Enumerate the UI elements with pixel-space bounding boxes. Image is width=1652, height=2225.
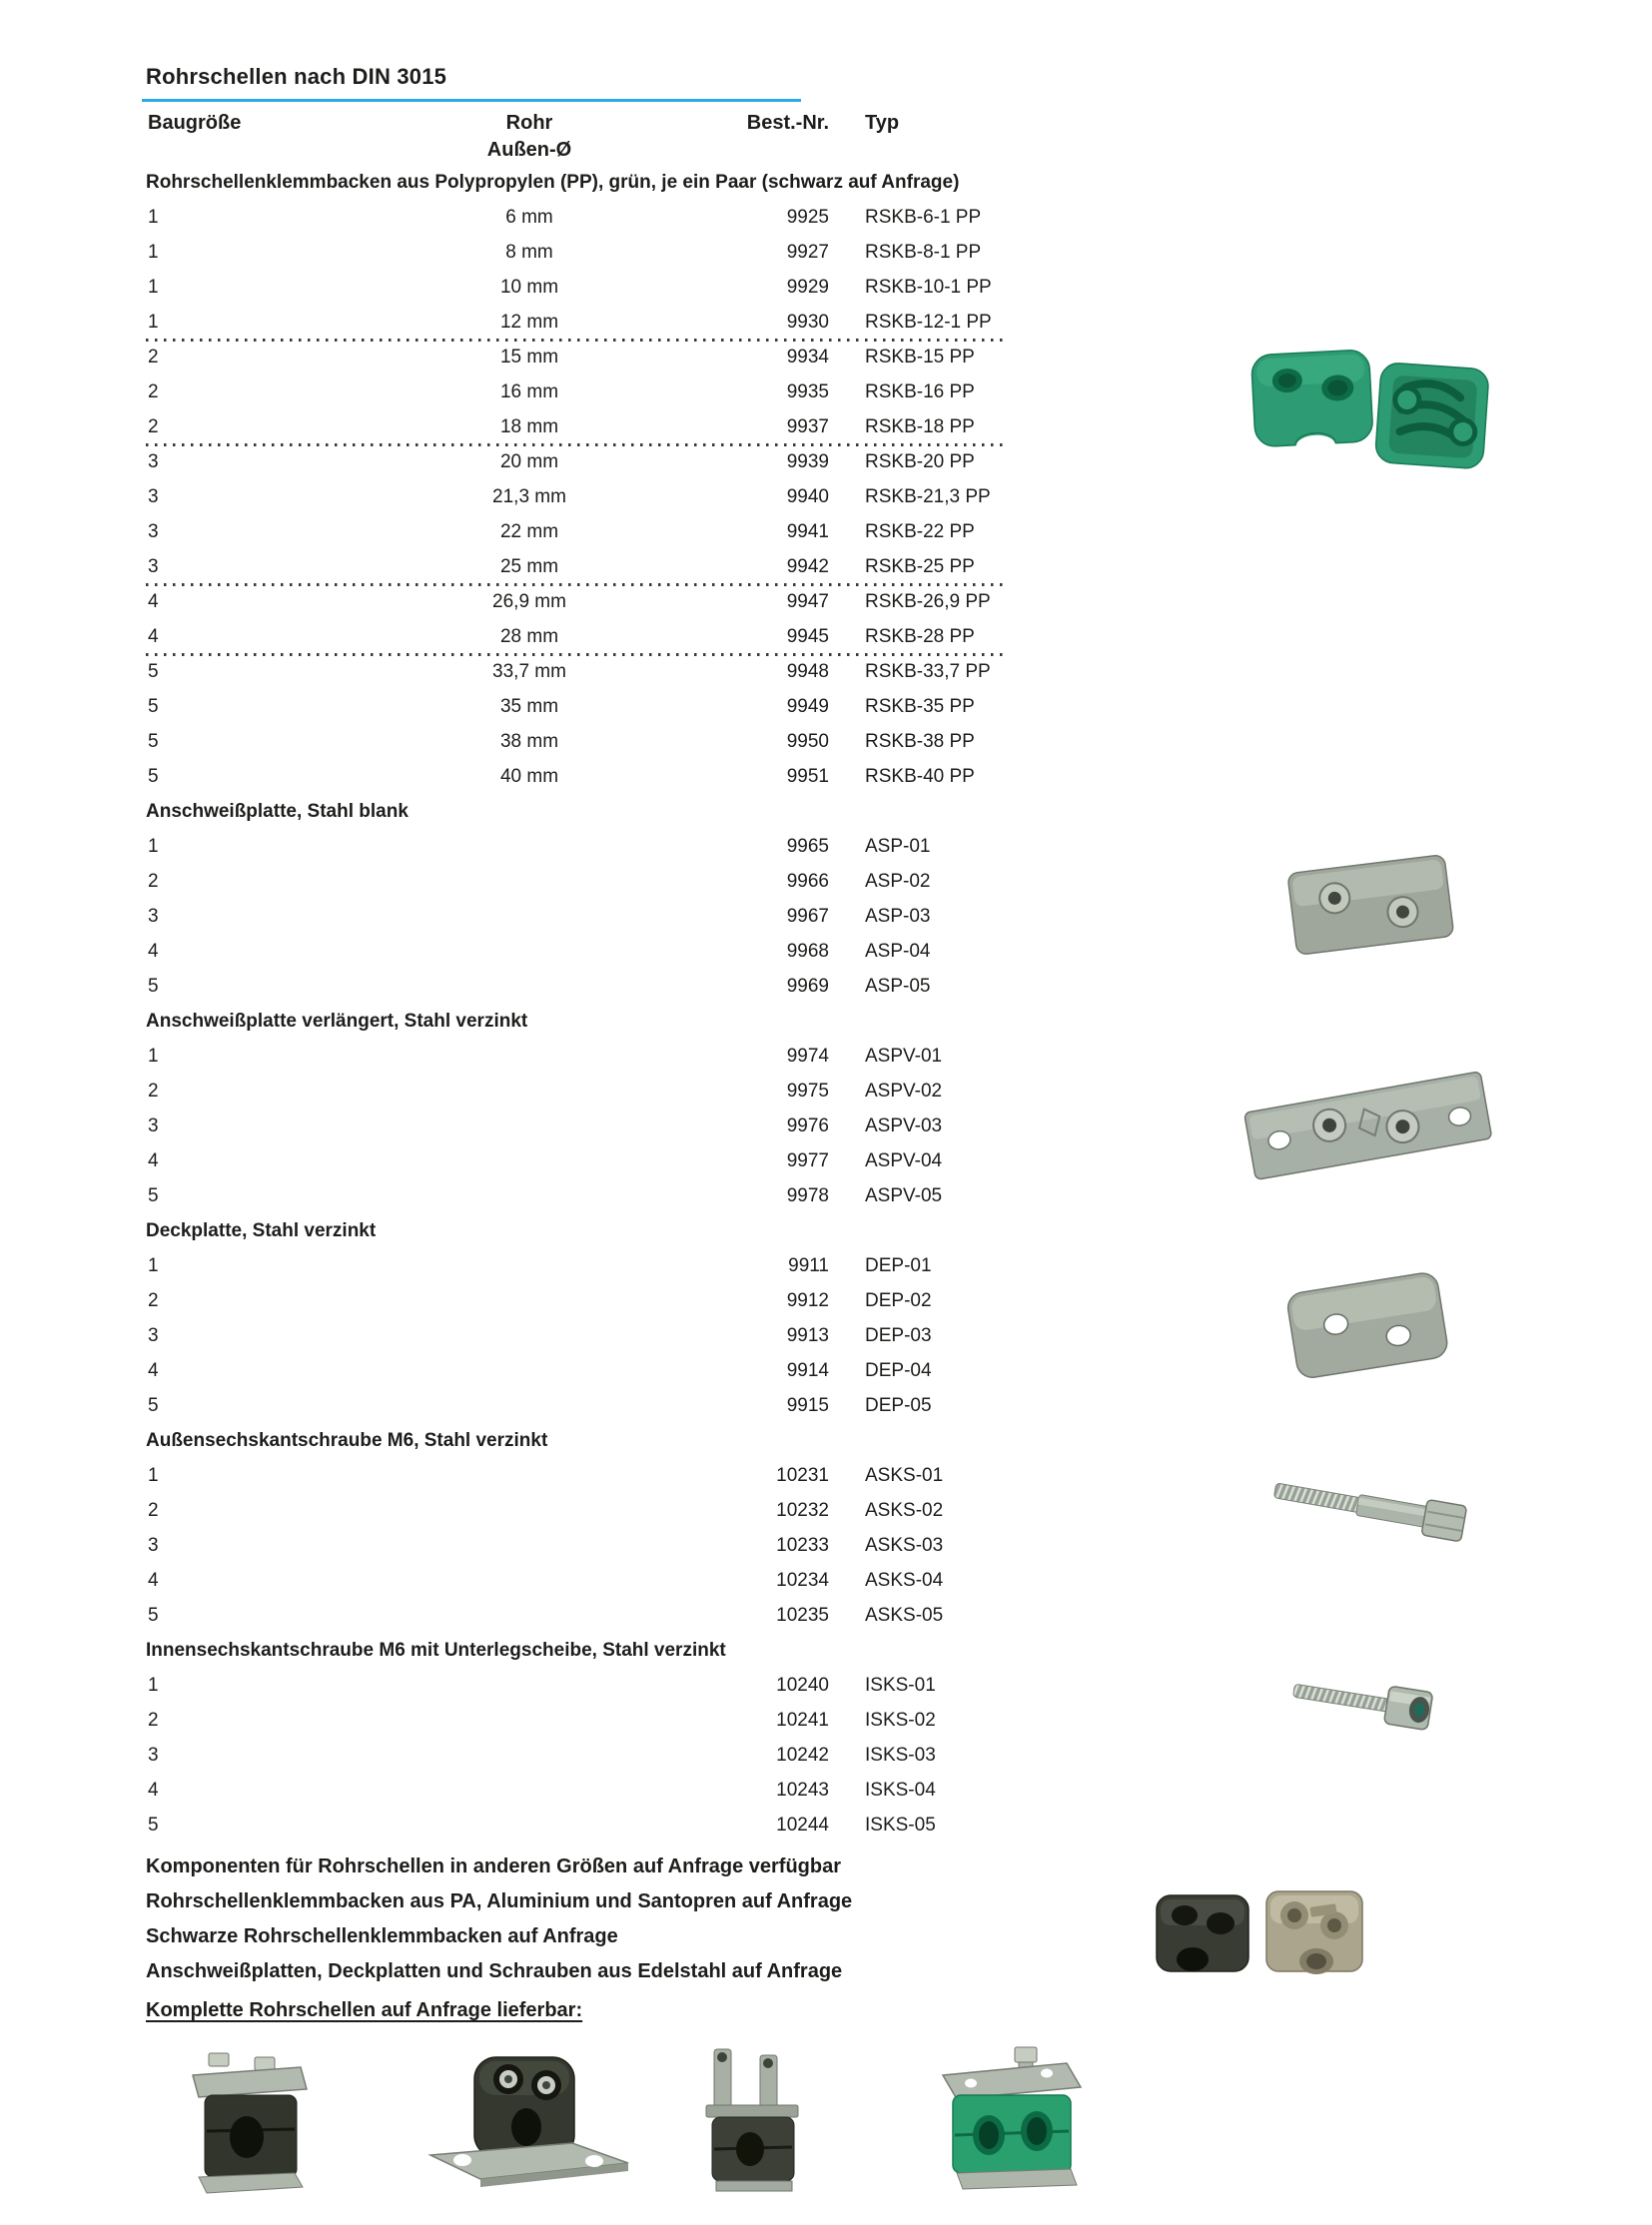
cell-typ: ASPV-04 bbox=[865, 1150, 943, 1171]
table-row bbox=[146, 1248, 1009, 1283]
cell-rohr-aussen-durchmesser: 8 mm bbox=[505, 242, 553, 263]
table-header-line2 bbox=[146, 137, 1009, 164]
image-aussensechskantschraube bbox=[1266, 1463, 1471, 1563]
title-rule bbox=[142, 99, 801, 102]
table-row bbox=[146, 1493, 1009, 1528]
cell-typ: RSKB-40 PP bbox=[865, 766, 975, 787]
table-row bbox=[146, 200, 1009, 235]
cell-typ: RSKB-33,7 PP bbox=[865, 661, 991, 682]
image-komplette-rohrschelle-1 bbox=[183, 2045, 318, 2195]
cell-best-nr: 9914 bbox=[786, 1360, 829, 1381]
table-row bbox=[146, 1458, 1009, 1493]
table-header-line1 bbox=[146, 110, 1009, 137]
table-row bbox=[146, 759, 1009, 794]
table-row bbox=[146, 864, 1009, 899]
cell-rohr-aussen-durchmesser: 25 mm bbox=[499, 556, 559, 577]
table-row bbox=[146, 724, 1009, 759]
cell-best-nr: 9937 bbox=[786, 416, 829, 437]
table-row bbox=[146, 654, 1009, 689]
cell-typ: ISKS-04 bbox=[865, 1780, 936, 1801]
cell-best-nr: 10233 bbox=[776, 1535, 829, 1556]
cell-best-nr: 9949 bbox=[786, 696, 829, 717]
cell-best-nr: 9974 bbox=[786, 1046, 829, 1067]
cell-best-nr: 9978 bbox=[786, 1185, 829, 1206]
cell-baugroesse: 4 bbox=[148, 941, 159, 962]
table-row bbox=[146, 1738, 1009, 1773]
cell-typ: RSKB-16 PP bbox=[865, 381, 975, 402]
image-komplette-rohrschelle-3 bbox=[692, 2045, 817, 2195]
cell-baugroesse: 3 bbox=[148, 486, 159, 507]
cell-best-nr: 9929 bbox=[786, 277, 829, 298]
cell-baugroesse: 1 bbox=[148, 277, 159, 298]
cell-baugroesse: 5 bbox=[148, 1815, 159, 1836]
col-header-aussen-durchmesser: Außen-Ø bbox=[486, 139, 572, 161]
cell-typ: DEP-04 bbox=[865, 1360, 932, 1381]
cell-baugroesse: 1 bbox=[148, 836, 159, 857]
cell-baugroesse: 1 bbox=[148, 1465, 159, 1486]
table-row bbox=[146, 1283, 1009, 1318]
cell-rohr-aussen-durchmesser: 40 mm bbox=[499, 766, 559, 787]
cell-best-nr: 9945 bbox=[786, 626, 829, 647]
cell-typ: DEP-05 bbox=[865, 1395, 932, 1416]
cell-typ: ASPV-05 bbox=[865, 1185, 943, 1206]
table-row bbox=[146, 1318, 1009, 1353]
cell-typ: RSKB-10-1 PP bbox=[865, 277, 992, 298]
cell-rohr-aussen-durchmesser: 35 mm bbox=[499, 696, 559, 717]
cell-baugroesse: 4 bbox=[148, 1570, 159, 1591]
cell-typ: ASPV-03 bbox=[865, 1115, 943, 1136]
cell-baugroesse: 2 bbox=[148, 347, 159, 368]
cell-best-nr: 9935 bbox=[786, 381, 829, 402]
image-deckplatte bbox=[1281, 1264, 1456, 1384]
cell-baugroesse: 2 bbox=[148, 1081, 159, 1102]
image-anschweissplatte bbox=[1283, 842, 1458, 962]
cell-baugroesse: 5 bbox=[148, 731, 159, 752]
cell-rohr-aussen-durchmesser: 12 mm bbox=[499, 312, 559, 333]
note-line: Anschweißplatten, Deckplatten und Schrauben aus Edelstahl auf Anfrage bbox=[146, 1960, 843, 1982]
cell-best-nr: 9942 bbox=[786, 556, 829, 577]
cell-rohr-aussen-durchmesser: 6 mm bbox=[505, 207, 553, 228]
cell-best-nr: 9977 bbox=[786, 1150, 829, 1171]
cell-baugroesse: 2 bbox=[148, 416, 159, 437]
cell-typ: DEP-02 bbox=[865, 1290, 932, 1311]
cell-typ: DEP-03 bbox=[865, 1325, 932, 1346]
table-row bbox=[146, 409, 1009, 444]
cell-baugroesse: 3 bbox=[148, 1325, 159, 1346]
table-row bbox=[146, 479, 1009, 514]
table-row bbox=[146, 689, 1009, 724]
col-header-best-nr: Best.-Nr. bbox=[746, 112, 829, 134]
table-row bbox=[146, 619, 1009, 654]
col-header-typ: Typ bbox=[865, 112, 900, 134]
table-row bbox=[146, 374, 1009, 409]
cell-rohr-aussen-durchmesser: 18 mm bbox=[499, 416, 559, 437]
section-title: Außensechskantschraube M6, Stahl verzinkt bbox=[146, 1430, 548, 1451]
image-komplette-rohrschelle-2 bbox=[422, 2047, 637, 2187]
cell-baugroesse: 4 bbox=[148, 626, 159, 647]
cell-typ: RSKB-28 PP bbox=[865, 626, 975, 647]
table-row bbox=[146, 1528, 1009, 1563]
cell-baugroesse: 1 bbox=[148, 242, 159, 263]
section-title: Innensechskantschraube M6 mit Unterlegscheibe, Stahl verzinkt bbox=[146, 1640, 726, 1661]
cell-baugroesse: 5 bbox=[148, 1395, 159, 1416]
cell-baugroesse: 1 bbox=[148, 1675, 159, 1696]
table-row bbox=[146, 1178, 1009, 1213]
cell-best-nr: 10241 bbox=[776, 1710, 829, 1731]
cell-best-nr: 9947 bbox=[786, 591, 829, 612]
cell-baugroesse: 5 bbox=[148, 1185, 159, 1206]
table-row bbox=[146, 1143, 1009, 1178]
section-title: Deckplatte, Stahl verzinkt bbox=[146, 1220, 377, 1241]
cell-rohr-aussen-durchmesser: 20 mm bbox=[499, 451, 559, 472]
table-row bbox=[146, 444, 1009, 479]
cell-baugroesse: 4 bbox=[148, 1150, 159, 1171]
cell-best-nr: 9941 bbox=[786, 521, 829, 542]
cell-typ: RSKB-22 PP bbox=[865, 521, 975, 542]
image-pp-klemmbacken-pair bbox=[1243, 318, 1493, 482]
cell-baugroesse: 2 bbox=[148, 1290, 159, 1311]
cell-baugroesse: 1 bbox=[148, 1046, 159, 1067]
cell-typ: RSKB-25 PP bbox=[865, 556, 975, 577]
table-row bbox=[146, 235, 1009, 270]
page-title: Rohrschellen nach DIN 3015 bbox=[146, 64, 447, 89]
cell-typ: ASKS-04 bbox=[865, 1570, 944, 1591]
cell-best-nr: 9976 bbox=[786, 1115, 829, 1136]
cell-rohr-aussen-durchmesser: 22 mm bbox=[499, 521, 559, 542]
table-row bbox=[146, 549, 1009, 584]
cell-rohr-aussen-durchmesser: 10 mm bbox=[499, 277, 559, 298]
section-title: Anschweißplatte, Stahl blank bbox=[146, 801, 409, 822]
table-row bbox=[146, 514, 1009, 549]
cell-typ: RSKB-20 PP bbox=[865, 451, 975, 472]
table-row bbox=[146, 1353, 1009, 1388]
table-row bbox=[146, 340, 1009, 374]
table-row bbox=[146, 584, 1009, 619]
cell-best-nr: 9967 bbox=[786, 906, 829, 927]
cell-typ: ASP-03 bbox=[865, 906, 931, 927]
cell-typ: DEP-01 bbox=[865, 1255, 932, 1276]
cell-best-nr: 9915 bbox=[786, 1395, 829, 1416]
table-row bbox=[146, 1773, 1009, 1808]
cell-best-nr: 10242 bbox=[776, 1745, 829, 1766]
cell-typ: ASKS-01 bbox=[865, 1465, 944, 1486]
table-row bbox=[146, 969, 1009, 1004]
cell-best-nr: 9913 bbox=[786, 1325, 829, 1346]
cell-typ: ISKS-03 bbox=[865, 1745, 936, 1766]
table-row bbox=[146, 1598, 1009, 1633]
table-row bbox=[146, 829, 1009, 864]
cell-typ: ASP-05 bbox=[865, 976, 931, 997]
table-row bbox=[146, 1808, 1009, 1843]
cell-typ: RSKB-15 PP bbox=[865, 347, 975, 368]
cell-best-nr: 9940 bbox=[786, 486, 829, 507]
cell-best-nr: 10234 bbox=[776, 1570, 829, 1591]
table-row bbox=[146, 1563, 1009, 1598]
cell-typ: ASPV-02 bbox=[865, 1081, 943, 1102]
cell-baugroesse: 3 bbox=[148, 521, 159, 542]
cell-best-nr: 9968 bbox=[786, 941, 829, 962]
table-row bbox=[146, 1388, 1009, 1423]
cell-typ: ISKS-05 bbox=[865, 1815, 936, 1836]
cell-best-nr: 9950 bbox=[786, 731, 829, 752]
col-header-baugroesse: Baugröße bbox=[148, 112, 242, 134]
cell-baugroesse: 3 bbox=[148, 451, 159, 472]
cell-typ: ISKS-02 bbox=[865, 1710, 936, 1731]
cell-typ: ASKS-03 bbox=[865, 1535, 944, 1556]
cell-best-nr: 9969 bbox=[786, 976, 829, 997]
cell-best-nr: 9911 bbox=[788, 1255, 829, 1276]
cell-typ: RSKB-35 PP bbox=[865, 696, 975, 717]
table-row bbox=[146, 1703, 1009, 1738]
cell-baugroesse: 4 bbox=[148, 591, 159, 612]
cell-best-nr: 10244 bbox=[776, 1815, 829, 1836]
table-row bbox=[146, 270, 1009, 305]
table-header bbox=[146, 110, 1009, 168]
cell-baugroesse: 1 bbox=[148, 1255, 159, 1276]
cell-typ: RSKB-21,3 PP bbox=[865, 486, 991, 507]
footer-heading: Komplette Rohrschellen auf Anfrage lieferbar: bbox=[146, 1999, 583, 2021]
cell-baugroesse: 5 bbox=[148, 976, 159, 997]
cell-rohr-aussen-durchmesser: 28 mm bbox=[499, 626, 559, 647]
cell-baugroesse: 2 bbox=[148, 871, 159, 892]
cell-baugroesse: 3 bbox=[148, 1535, 159, 1556]
cell-baugroesse: 5 bbox=[148, 696, 159, 717]
cell-baugroesse: 3 bbox=[148, 906, 159, 927]
cell-best-nr: 9948 bbox=[786, 661, 829, 682]
cell-typ: RSKB-8-1 PP bbox=[865, 242, 982, 263]
note-line: Rohrschellenklemmbacken aus PA, Aluminium und Santopren auf Anfrage bbox=[146, 1890, 853, 1912]
table-body bbox=[146, 165, 1009, 1843]
cell-typ: RSKB-38 PP bbox=[865, 731, 975, 752]
cell-typ: RSKB-18 PP bbox=[865, 416, 975, 437]
cell-rohr-aussen-durchmesser: 21,3 mm bbox=[492, 486, 566, 507]
note-line: Komponenten für Rohrschellen in anderen Größen auf Anfrage verfügbar bbox=[146, 1855, 842, 1877]
cell-typ: ASP-02 bbox=[865, 871, 931, 892]
cell-typ: RSKB-6-1 PP bbox=[865, 207, 982, 228]
cell-baugroesse: 3 bbox=[148, 556, 159, 577]
table-row bbox=[146, 899, 1009, 934]
image-anschweissplatte-verlaengert bbox=[1241, 1047, 1496, 1196]
notes-block bbox=[146, 1850, 1045, 1989]
section-title: Rohrschellenklemmbacken aus Polypropylen (PP), grün, je ein Paar (schwarz auf Anfrage) bbox=[146, 172, 960, 193]
cell-typ: ASKS-02 bbox=[865, 1500, 944, 1521]
cell-best-nr: 10240 bbox=[776, 1675, 829, 1696]
image-klemmbacken-pa-alu bbox=[1145, 1873, 1379, 1978]
cell-rohr-aussen-durchmesser: 16 mm bbox=[499, 381, 559, 402]
cell-baugroesse: 2 bbox=[148, 1500, 159, 1521]
cell-baugroesse: 4 bbox=[148, 1360, 159, 1381]
cell-baugroesse: 5 bbox=[148, 1605, 159, 1626]
cell-baugroesse: 3 bbox=[148, 1115, 159, 1136]
image-innensechskantschraube bbox=[1288, 1666, 1453, 1746]
cell-baugroesse: 1 bbox=[148, 312, 159, 333]
cell-rohr-aussen-durchmesser: 26,9 mm bbox=[492, 591, 566, 612]
cell-best-nr: 9927 bbox=[786, 242, 829, 263]
cell-best-nr: 10232 bbox=[776, 1500, 829, 1521]
cell-rohr-aussen-durchmesser: 38 mm bbox=[499, 731, 559, 752]
cell-best-nr: 9951 bbox=[786, 766, 829, 787]
table-row bbox=[146, 1039, 1009, 1074]
cell-baugroesse: 5 bbox=[148, 661, 159, 682]
cell-best-nr: 9925 bbox=[786, 207, 829, 228]
cell-best-nr: 9934 bbox=[786, 347, 829, 368]
cell-best-nr: 9912 bbox=[786, 1290, 829, 1311]
cell-best-nr: 9939 bbox=[786, 451, 829, 472]
cell-best-nr: 9975 bbox=[786, 1081, 829, 1102]
cell-rohr-aussen-durchmesser: 15 mm bbox=[499, 347, 559, 368]
cell-typ: RSKB-12-1 PP bbox=[865, 312, 992, 333]
cell-typ: ISKS-01 bbox=[865, 1675, 936, 1696]
cell-baugroesse: 2 bbox=[148, 1710, 159, 1731]
table-row bbox=[146, 305, 1009, 340]
cell-typ: ASP-01 bbox=[865, 836, 931, 857]
table-row bbox=[146, 934, 1009, 969]
note-line: Schwarze Rohrschellenklemmbacken auf Anfrage bbox=[146, 1925, 618, 1947]
col-header-rohr: Rohr bbox=[505, 112, 553, 134]
cell-baugroesse: 3 bbox=[148, 1745, 159, 1766]
cell-baugroesse: 5 bbox=[148, 766, 159, 787]
cell-best-nr: 10231 bbox=[776, 1465, 829, 1486]
cell-typ: ASP-04 bbox=[865, 941, 931, 962]
cell-best-nr: 10235 bbox=[776, 1605, 829, 1626]
cell-rohr-aussen-durchmesser: 33,7 mm bbox=[492, 661, 566, 682]
cell-baugroesse: 2 bbox=[148, 381, 159, 402]
cell-typ: ASKS-05 bbox=[865, 1605, 944, 1626]
cell-best-nr: 10243 bbox=[776, 1780, 829, 1801]
image-komplette-rohrschelle-4 bbox=[929, 2043, 1089, 2193]
cell-best-nr: 9930 bbox=[786, 312, 829, 333]
cell-typ: RSKB-26,9 PP bbox=[865, 591, 991, 612]
cell-best-nr: 9965 bbox=[786, 836, 829, 857]
cell-typ: ASPV-01 bbox=[865, 1046, 943, 1067]
table-row bbox=[146, 1074, 1009, 1109]
cell-best-nr: 9966 bbox=[786, 871, 829, 892]
table-row bbox=[146, 1109, 1009, 1143]
cell-baugroesse: 4 bbox=[148, 1780, 159, 1801]
table-row bbox=[146, 1668, 1009, 1703]
section-title: Anschweißplatte verlängert, Stahl verzinkt bbox=[146, 1011, 528, 1032]
cell-baugroesse: 1 bbox=[148, 207, 159, 228]
